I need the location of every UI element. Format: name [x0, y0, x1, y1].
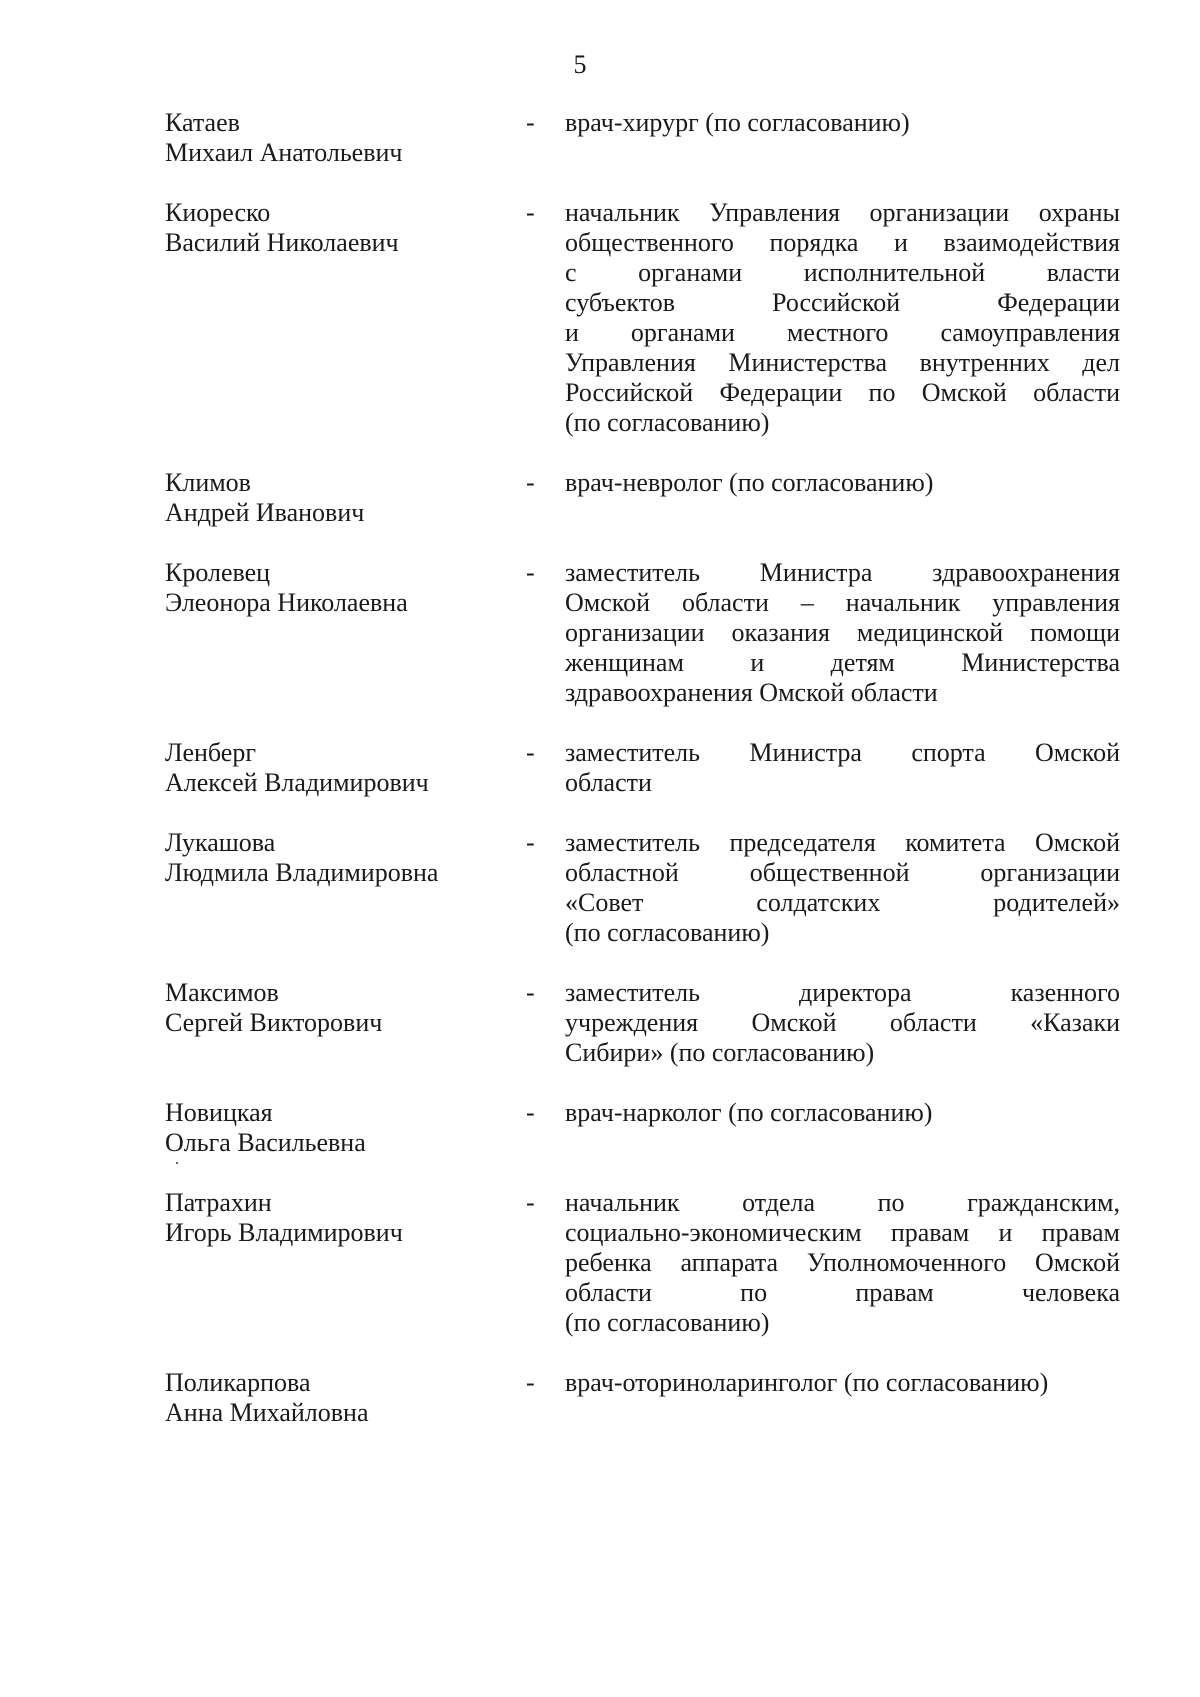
member-surname: Максимов	[165, 978, 279, 1007]
position-line: Сибири» (по согласованию)	[565, 1038, 875, 1067]
position-line: и органами местного самоуправления	[565, 318, 1120, 347]
position-line: Российской Федерации по Омской области	[565, 378, 1120, 407]
position-line: областной общественной организации	[565, 858, 1120, 887]
position-line: Омской области – начальник управления	[565, 588, 1120, 617]
member-surname: Кролевец	[165, 558, 271, 587]
member-surname: Патрахин	[165, 1188, 272, 1217]
position-line: области	[565, 768, 652, 797]
position-line: Управления Министерства внутренних дел	[565, 348, 1120, 377]
member-name	[165, 738, 525, 798]
scan-speck	[176, 1162, 178, 1164]
member-given-names: Элеонора Николаевна	[165, 588, 408, 617]
member-given-names: Алексей Владимирович	[165, 768, 429, 797]
position-line: врач-нарколог (по согласованию)	[565, 1098, 933, 1127]
separator-dash: -	[526, 738, 535, 767]
member-surname: Ленберг	[165, 738, 256, 767]
member-name	[165, 558, 525, 618]
member-position	[565, 1188, 1120, 1338]
position-line: с органами исполнительной власти	[565, 258, 1120, 287]
member-given-names: Михаил Анатольевич	[165, 138, 403, 167]
separator-dash: -	[526, 828, 535, 857]
position-line: социально-экономическим правам и правам	[565, 1218, 1120, 1247]
member-position	[565, 468, 1120, 498]
member-name	[165, 1368, 525, 1428]
position-line: субъектов Российской Федерации	[565, 288, 1120, 317]
position-line: (по согласованию)	[565, 1308, 770, 1337]
separator-dash: -	[526, 468, 535, 497]
position-line: общественного порядка и взаимодействия	[565, 228, 1120, 257]
separator-dash: -	[526, 1098, 535, 1127]
member-surname: Поликарпова	[165, 1368, 311, 1397]
separator-dash: -	[526, 1188, 535, 1217]
position-line: врач-оториноларинголог (по согласованию)	[565, 1368, 1049, 1397]
position-line: начальник Управления организации охраны	[565, 198, 1120, 227]
position-line: заместитель Министра спорта Омской	[565, 738, 1120, 767]
member-name	[165, 1098, 525, 1158]
member-given-names: Анна Михайловна	[165, 1398, 369, 1427]
member-name	[165, 468, 525, 528]
position-line: заместитель директора казенного	[565, 978, 1120, 1007]
member-given-names: Людмила Владимировна	[165, 858, 439, 887]
separator-dash: -	[526, 198, 535, 227]
position-line: (по согласованию)	[565, 408, 770, 437]
separator-dash: -	[526, 558, 535, 587]
member-given-names: Ольга Васильевна	[165, 1128, 366, 1157]
member-given-names: Василий Николаевич	[165, 228, 399, 257]
member-name	[165, 828, 525, 888]
position-line: здравоохранения Омской области	[565, 678, 938, 707]
position-line: заместитель председателя комитета Омской	[565, 828, 1120, 857]
member-given-names: Андрей Иванович	[165, 498, 365, 527]
member-given-names: Игорь Владимирович	[165, 1218, 403, 1247]
member-position	[565, 558, 1120, 708]
position-line: «Совет солдатских родителей»	[565, 888, 1120, 917]
member-surname: Климов	[165, 468, 251, 497]
member-position	[565, 1098, 1120, 1128]
member-position	[565, 738, 1120, 798]
member-position	[565, 108, 1120, 138]
member-position	[565, 1368, 1120, 1398]
page-number: 5	[573, 50, 587, 79]
member-name	[165, 108, 525, 168]
member-name	[165, 978, 525, 1038]
position-line: начальник отдела по гражданским,	[565, 1188, 1120, 1217]
position-line: врач-хирург (по согласованию)	[565, 108, 910, 137]
member-name	[165, 198, 525, 258]
position-line: области по правам человека	[565, 1278, 1120, 1307]
member-position	[565, 978, 1120, 1068]
separator-dash: -	[526, 978, 535, 1007]
position-line: (по согласованию)	[565, 918, 770, 947]
position-line: ребенка аппарата Уполномоченного Омской	[565, 1248, 1120, 1277]
member-surname: Катаев	[165, 108, 240, 137]
position-line: врач-невролог (по согласованию)	[565, 468, 934, 497]
member-position	[565, 828, 1120, 948]
member-position	[565, 198, 1120, 438]
member-surname: Киореско	[165, 198, 271, 227]
position-line: заместитель Министра здравоохранения	[565, 558, 1120, 587]
position-line: учреждения Омской области «Казаки	[565, 1008, 1120, 1037]
member-surname: Лукашова	[165, 828, 276, 857]
member-surname: Новицкая	[165, 1098, 273, 1127]
position-line: организации оказания медицинской помощи	[565, 618, 1120, 647]
separator-dash: -	[526, 108, 535, 137]
member-name	[165, 1188, 525, 1248]
separator-dash: -	[526, 1368, 535, 1397]
position-line: женщинам и детям Министерства	[565, 648, 1120, 677]
member-given-names: Сергей Викторович	[165, 1008, 383, 1037]
